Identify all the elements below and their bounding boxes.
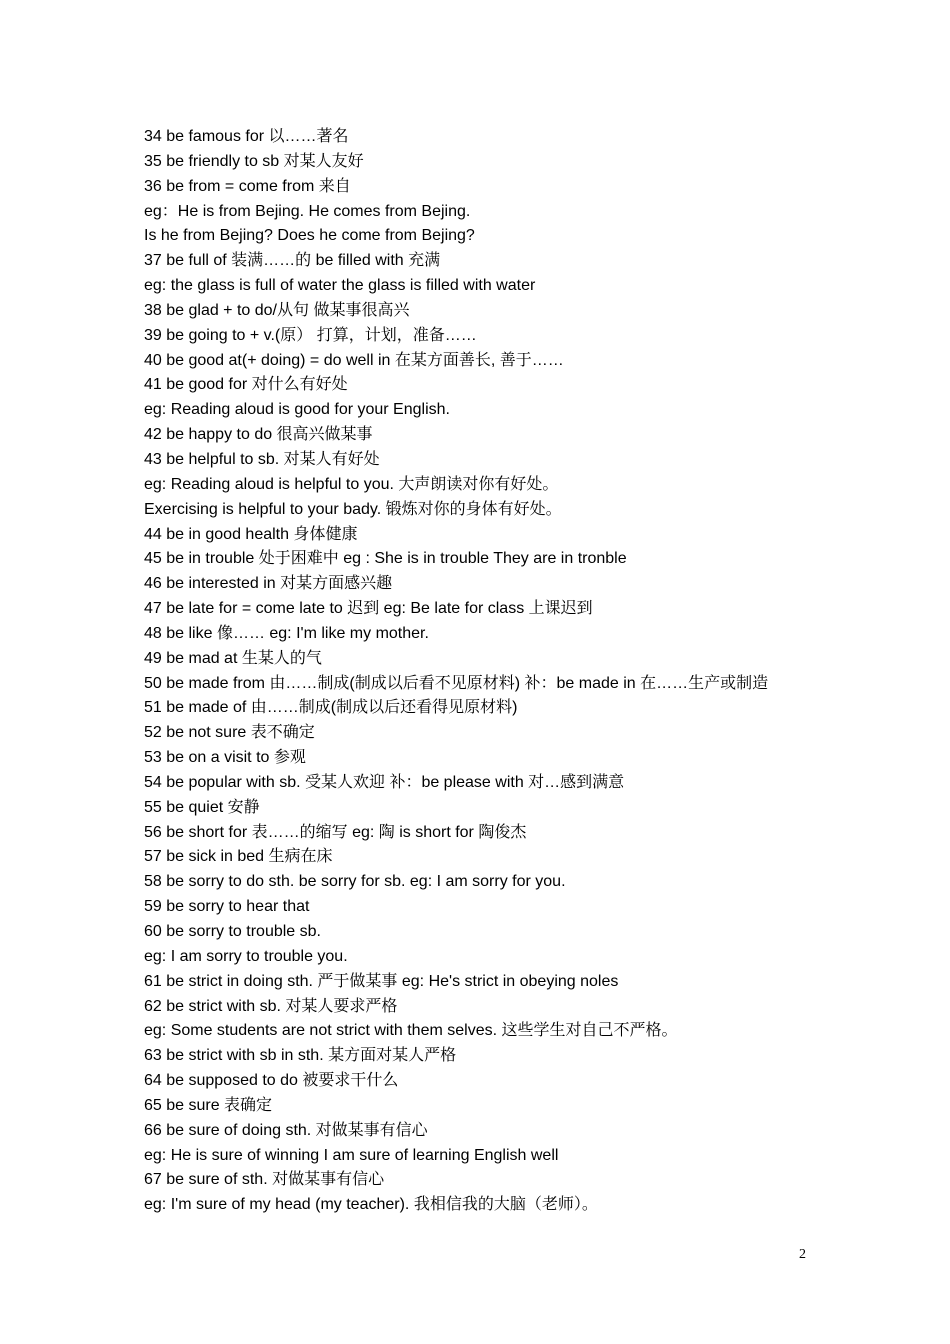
text-line: eg: Reading aloud is helpful to you. 大声朗读对你有好处。 — [144, 475, 559, 493]
text-line: eg: I'm sure of my head (my teacher). 我相信我的大脑（老师）。 — [144, 1196, 598, 1214]
text-line: eg: Reading aloud is good for your English. — [144, 401, 450, 419]
text-line: 49 be mad at 生某人的气 — [144, 649, 322, 667]
text-line: 45 be in trouble 处于困难中 eg : She is in trouble They are in tronble — [144, 550, 627, 568]
text-line: 35 be friendly to sb 对某人友好 — [144, 152, 364, 170]
text-line: Is he from Bejing? Does he come from Bejing? — [144, 227, 475, 245]
text-line: 44 be in good health 身体健康 — [144, 525, 358, 543]
text-line: eg：He is from Bejing. He comes from Bejing. — [144, 202, 471, 220]
text-line: 46 be interested in 对某方面感兴趣 — [144, 575, 393, 593]
text-line: 37 be full of 装满……的 be filled with 充满 — [144, 252, 441, 270]
text-line: Exercising is helpful to your bady. 锻炼对你的身体有好处。 — [144, 500, 562, 518]
text-line: 60 be sorry to trouble sb. — [144, 923, 321, 940]
text-line: 58 be sorry to do sth. be sorry for sb. eg: I am sorry for you. — [144, 873, 566, 891]
text-line: eg: Some students are not strict with them selves. 这些学生对自己不严格。 — [144, 1022, 678, 1040]
text-line: 41 be good for 对什么有好处 — [144, 376, 348, 394]
text-line: 48 be like 像…… eg: I'm like my mother. — [144, 624, 429, 642]
text-line: 56 be short for 表……的缩写 eg: 陶 is short for 陶俊杰 — [144, 823, 527, 841]
text-line: 67 be sure of sth. 对做某事有信心 — [144, 1171, 385, 1189]
text-line: eg: I am sorry to trouble you. — [144, 947, 348, 965]
text-line: 55 be quiet 安静 — [144, 798, 260, 816]
text-line: 59 be sorry to hear that — [144, 898, 310, 916]
text-line: 53 be on a visit to 参观 — [144, 749, 306, 767]
text-line: 42 be happy to do 很高兴做某事 — [144, 426, 373, 444]
text-line: 65 be sure 表确定 — [144, 1096, 273, 1114]
text-line: eg: the glass is full of water the glass is filled with water — [144, 277, 536, 295]
page-number: 2 — [799, 1247, 806, 1262]
text-line: eg: He is sure of winning I am sure of learning English well — [144, 1146, 559, 1164]
text-line: 34 be famous for 以……著名 — [144, 128, 349, 145]
text-line: 52 be not sure 表不确定 — [144, 724, 315, 742]
text-line: 62 be strict with sb. 对某人要求严格 — [144, 997, 398, 1015]
text-line: 39 be going to + v.(原） 打算，计划，准备…… — [144, 326, 477, 344]
text-line: 50 be made from 由……制成(制成以后看不见原材料) 补：be made in 在……生产或制造 — [144, 674, 769, 692]
text-line: 51 be made of 由……制成(制成以后还看得见原材料) — [144, 699, 518, 717]
text-line: 64 be supposed to do 被要求干什么 — [144, 1072, 399, 1090]
text-line: 54 be popular with sb. 受某人欢迎 补：be please with 对…感到满意 — [144, 773, 625, 791]
text-line: 36 be from = come from 来自 — [144, 177, 351, 195]
phrase-list — [144, 125, 834, 1218]
text-line: 38 be glad + to do/从句 做某事很高兴 — [144, 301, 410, 319]
text-line: 43 be helpful to sb. 对某人有好处 — [144, 450, 380, 468]
text-line: 61 be strict in doing sth. 严于做某事 eg: He's strict in obeying noles — [144, 972, 619, 990]
text-line: 40 be good at(+ doing) = do well in 在某方面善长, 善于…… — [144, 351, 564, 369]
text-line: 66 be sure of doing sth. 对做某事有信心 — [144, 1121, 428, 1139]
text-line: 63 be strict with sb in sth. 某方面对某人严格 — [144, 1047, 457, 1065]
text-line: 57 be sick in bed 生病在床 — [144, 848, 333, 866]
text-line: 47 be late for = come late to 迟到 eg: Be late for class 上课迟到 — [144, 600, 593, 618]
